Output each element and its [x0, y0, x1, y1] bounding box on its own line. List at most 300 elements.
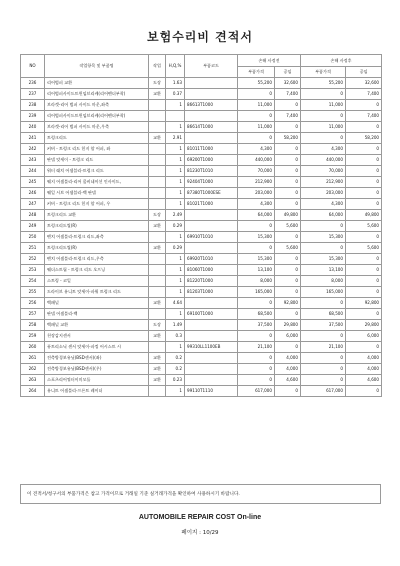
row-before-part-price: 8,000 — [238, 276, 275, 287]
row-after-labor: 0 — [346, 276, 382, 287]
row-code: 69200T1000 — [185, 155, 238, 166]
row-item: 유니트 어셈블리-프론트 레이더 — [45, 386, 149, 397]
header-after: 손해 사정후 — [301, 55, 382, 67]
row-no: 255 — [21, 287, 45, 298]
footer-title: AUTOMOBILE REPAIR COST On-line — [138, 514, 262, 521]
row-before-part-price: 0 — [238, 364, 275, 375]
row-after-labor: 7,400 — [346, 111, 382, 122]
row-hq: 1 — [166, 199, 185, 210]
row-after-labor: 0 — [346, 342, 382, 353]
row-after-labor: 0 — [346, 265, 382, 276]
row-after-labor: 7,400 — [346, 89, 382, 100]
row-hq: 1 — [166, 100, 185, 111]
row-after-part-price: 0 — [301, 364, 346, 375]
row-work — [149, 276, 166, 287]
row-no: 257 — [21, 309, 45, 320]
table-row — [21, 331, 382, 342]
row-after-part-price: 55,200 — [301, 78, 346, 89]
header-after-part-price: 부품가격 — [301, 67, 346, 78]
table-row — [21, 342, 382, 353]
table-row — [21, 265, 382, 276]
row-before-labor: 0 — [275, 276, 301, 287]
table-row — [21, 375, 382, 386]
table-row — [21, 287, 382, 298]
row-item: 리어범퍼사이드트윈임브리케(리어펜더부착) — [45, 89, 149, 100]
row-hq: 1 — [166, 309, 185, 320]
table-row — [21, 199, 382, 210]
header-no: NO — [21, 55, 45, 78]
row-item: 천장감지센서 — [45, 331, 149, 342]
row-hq: 1 — [166, 254, 185, 265]
row-work — [149, 100, 166, 111]
row-before-labor: 0 — [275, 144, 301, 155]
row-before-part-price: 0 — [238, 298, 275, 309]
row-no: 251 — [21, 243, 45, 254]
row-after-labor: 0 — [346, 287, 382, 298]
row-after-part-price: 0 — [301, 375, 346, 386]
header-hq: H,Q,% — [166, 55, 185, 78]
table-row — [21, 111, 382, 122]
row-no: 244 — [21, 166, 45, 177]
row-after-part-price: 8,000 — [301, 276, 346, 287]
row-before-part-price: 11,000 — [238, 122, 275, 133]
row-after-part-price: 212,900 — [301, 177, 346, 188]
row-before-labor: 32,600 — [275, 78, 301, 89]
row-before-part-price: 64,000 — [238, 210, 275, 221]
row-after-labor: 0 — [346, 232, 382, 243]
row-code — [185, 78, 238, 89]
row-after-part-price: 617,000 — [301, 386, 346, 397]
row-no: 264 — [21, 386, 45, 397]
row-after-labor: 0 — [346, 122, 382, 133]
row-code — [185, 111, 238, 122]
row-after-labor: 4,600 — [346, 375, 382, 386]
row-no: 248 — [21, 210, 45, 221]
header-before-part-price: 부품가격 — [238, 67, 275, 78]
estimate-table — [20, 54, 382, 397]
row-no: 259 — [21, 331, 45, 342]
row-after-labor: 4,000 — [346, 364, 382, 375]
row-work — [149, 122, 166, 133]
row-before-part-price: 4,300 — [238, 144, 275, 155]
row-hq: 0.23 — [166, 375, 185, 386]
row-before-labor: 49,800 — [275, 210, 301, 221]
table-row — [21, 320, 382, 331]
row-hq: 1 — [166, 166, 185, 177]
row-item: 전측방경보유닛(BSD센서)(우) — [45, 364, 149, 375]
row-after-part-price: 440,000 — [301, 155, 346, 166]
row-hq — [166, 111, 185, 122]
row-code: 87380T1000ESE — [185, 188, 238, 199]
row-after-labor: 0 — [346, 386, 382, 397]
row-after-labor: 0 — [346, 144, 382, 155]
row-before-part-price: 0 — [238, 221, 275, 232]
row-work: 교환 — [149, 375, 166, 386]
row-work — [149, 254, 166, 265]
row-hq: 2.49 — [166, 210, 185, 221]
row-item: 워터 래치 어셈블리-트렁크 리드 — [45, 166, 149, 177]
row-before-part-price: 0 — [238, 243, 275, 254]
row-before-labor: 7,400 — [275, 111, 301, 122]
table-row — [21, 298, 382, 309]
row-hq: 1.49 — [166, 320, 185, 331]
row-after-part-price: 0 — [301, 89, 346, 100]
row-code: 99310LL1100EB — [185, 342, 238, 353]
row-code — [185, 364, 238, 375]
row-code — [185, 298, 238, 309]
row-work — [149, 188, 166, 199]
page-title: 보험수리비 견적서 — [147, 30, 253, 44]
row-before-labor: 6,000 — [275, 331, 301, 342]
row-after-labor: 0 — [346, 177, 382, 188]
row-hq: 1 — [166, 287, 185, 298]
row-code: 69920T1010 — [185, 254, 238, 265]
row-before-part-price: 0 — [238, 353, 275, 364]
table-row — [21, 155, 382, 166]
row-code: 81230T1010 — [185, 166, 238, 177]
row-code: 86614T1000 — [185, 122, 238, 133]
table-row — [21, 144, 382, 155]
row-item: 트렁크리드 — [45, 133, 149, 144]
row-after-part-price: 13,100 — [301, 265, 346, 276]
row-work — [149, 155, 166, 166]
table-row — [21, 276, 382, 287]
table-row — [21, 100, 382, 111]
row-work — [149, 166, 166, 177]
row-work: 도장 — [149, 210, 166, 221]
table-row — [21, 122, 382, 133]
row-no: 237 — [21, 89, 45, 100]
table-row — [21, 386, 382, 397]
row-code — [185, 331, 238, 342]
row-after-part-price: 11,000 — [301, 122, 346, 133]
row-item: 드라이브 유니트 앗세이-파워 트렁크 리드 — [45, 287, 149, 298]
row-after-labor: 6,000 — [346, 331, 382, 342]
row-no: 261 — [21, 353, 45, 364]
row-before-labor: 0 — [275, 122, 301, 133]
table-row — [21, 254, 382, 265]
row-no: 254 — [21, 276, 45, 287]
row-code: 99110T1110 — [185, 386, 238, 397]
table-row — [21, 89, 382, 100]
row-work — [149, 177, 166, 188]
row-code: 92404T1000 — [185, 177, 238, 188]
row-after-labor: 5,600 — [346, 221, 382, 232]
row-before-part-price: 203,000 — [238, 188, 275, 199]
row-before-labor: 0 — [275, 265, 301, 276]
header-before: 손해 사정전 — [238, 55, 301, 67]
row-before-labor: 5,600 — [275, 221, 301, 232]
row-work: 교환 — [149, 364, 166, 375]
row-after-labor: 32,600 — [346, 78, 382, 89]
row-hq: 1 — [166, 386, 185, 397]
row-item: 백패널 — [45, 298, 149, 309]
row-item: 커버 - 트렁크 리드 힌지 암 어퍼, 우 — [45, 199, 149, 210]
table-header — [21, 55, 382, 78]
row-after-labor: 0 — [346, 199, 382, 210]
row-before-part-price: 21,100 — [238, 342, 275, 353]
row-before-labor: 0 — [275, 342, 301, 353]
row-before-labor: 0 — [275, 199, 301, 210]
row-before-part-price: 15,300 — [238, 254, 275, 265]
row-no: 247 — [21, 199, 45, 210]
row-work — [149, 309, 166, 320]
row-work — [149, 199, 166, 210]
header-work: 작업 — [149, 55, 166, 78]
row-before-part-price: 13,100 — [238, 265, 275, 276]
row-after-part-price: 165,000 — [301, 287, 346, 298]
row-before-part-price: 165,000 — [238, 287, 275, 298]
row-no: 253 — [21, 265, 45, 276]
row-work — [149, 144, 166, 155]
row-item: 웨더스트립 - 트렁크 리드 오프닝 — [45, 265, 149, 276]
row-code: 81220T1000 — [185, 276, 238, 287]
row-code: 81203T1000 — [185, 287, 238, 298]
row-hq: 1 — [166, 232, 185, 243]
row-before-part-price: 0 — [238, 331, 275, 342]
price-notice: 이 견적서/청구서의 부품가격은 참고 가격이므로 거래일 기준 실거래가격을 확인하여 사용하시기 바랍니다. — [20, 484, 381, 504]
row-before-labor: 0 — [275, 100, 301, 111]
row-before-labor: 4,000 — [275, 353, 301, 364]
row-before-labor: 4,000 — [275, 364, 301, 375]
row-code — [185, 243, 238, 254]
row-work — [149, 265, 166, 276]
row-item: 백패널 교환 — [45, 320, 149, 331]
header-item: 작업항목 및 부품명 — [45, 55, 149, 78]
row-after-part-price: 15,300 — [301, 254, 346, 265]
row-code — [185, 133, 238, 144]
row-no: 236 — [21, 78, 45, 89]
estimate-table-container — [20, 54, 381, 397]
row-no: 250 — [21, 232, 45, 243]
row-before-labor: 0 — [275, 177, 301, 188]
row-hq: 1 — [166, 177, 185, 188]
table-row — [21, 232, 382, 243]
row-code: 81060T1000 — [185, 265, 238, 276]
row-after-part-price: 0 — [301, 243, 346, 254]
row-work: 교환 — [149, 221, 166, 232]
row-item: 트렁크리드 교환 — [45, 210, 149, 221]
row-after-labor: 0 — [346, 309, 382, 320]
row-after-labor: 58,200 — [346, 133, 382, 144]
row-before-part-price: 0 — [238, 375, 275, 386]
row-after-labor: 0 — [346, 166, 382, 177]
row-item: 전측방경보유닛(BSD센서)(좌) — [45, 353, 149, 364]
row-item: 펜치 어셈블리-트렁크 리드,우측 — [45, 254, 149, 265]
row-before-labor: 0 — [275, 386, 301, 397]
row-work: 교환 — [149, 89, 166, 100]
row-work — [149, 232, 166, 243]
row-item: 웨지 어셈블리-리어 콤비네이션 인사이드, — [45, 177, 149, 188]
table-row — [21, 188, 382, 199]
table-row — [21, 78, 382, 89]
row-before-labor: 58,200 — [275, 133, 301, 144]
row-hq: 0.2 — [166, 353, 185, 364]
row-before-part-price: 70,000 — [238, 166, 275, 177]
row-before-labor: 7,400 — [275, 89, 301, 100]
row-code: 81011T1000 — [185, 144, 238, 155]
table-row — [21, 210, 382, 221]
row-item: 펜치 어셈블리-트렁크 리드,좌측 — [45, 232, 149, 243]
row-after-labor: 29,800 — [346, 320, 382, 331]
row-code — [185, 221, 238, 232]
row-no: 249 — [21, 221, 45, 232]
row-before-part-price: 212,900 — [238, 177, 275, 188]
table-body — [21, 78, 382, 397]
row-after-labor: 0 — [346, 188, 382, 199]
row-hq: 1 — [166, 276, 185, 287]
row-no: 258 — [21, 320, 45, 331]
row-before-part-price: 0 — [238, 133, 275, 144]
row-item: 트렁크리드씰(R) — [45, 243, 149, 254]
row-no: 262 — [21, 364, 45, 375]
row-before-labor: 0 — [275, 155, 301, 166]
row-work — [149, 342, 166, 353]
row-work: 교환 — [149, 331, 166, 342]
row-before-labor: 0 — [275, 254, 301, 265]
row-after-labor: 5,600 — [346, 243, 382, 254]
row-hq: 1 — [166, 155, 185, 166]
row-hq: 0.37 — [166, 89, 185, 100]
row-no: 246 — [21, 188, 45, 199]
row-hq: 0.29 — [166, 221, 185, 232]
row-after-part-price: 203,000 — [301, 188, 346, 199]
row-hq: 1 — [166, 342, 185, 353]
table-row — [21, 166, 382, 177]
table-row — [21, 364, 382, 375]
row-after-labor: 0 — [346, 155, 382, 166]
row-work — [149, 287, 166, 298]
row-before-labor: 29,800 — [275, 320, 301, 331]
row-before-labor: 0 — [275, 232, 301, 243]
row-item: 리어범퍼 교환 — [45, 78, 149, 89]
row-after-part-price: 11,000 — [301, 100, 346, 111]
row-code — [185, 353, 238, 364]
page-number: 페이지 : 10/29 — [181, 530, 219, 536]
row-no: 242 — [21, 144, 45, 155]
row-work: 교환 — [149, 353, 166, 364]
row-after-labor: 49,800 — [346, 210, 382, 221]
row-hq: 1.63 — [166, 78, 185, 89]
row-after-part-price: 68,500 — [301, 309, 346, 320]
row-hq: 0.2 — [166, 364, 185, 375]
row-hq: 1 — [166, 188, 185, 199]
row-no: 245 — [21, 177, 45, 188]
row-before-labor: 5,600 — [275, 243, 301, 254]
table-row — [21, 309, 382, 320]
row-item: 브라켓-리어 범퍼 사이드 마운,우측 — [45, 122, 149, 133]
row-item: 스포츠리어쿼터이미모듈 — [45, 375, 149, 386]
row-after-part-price: 0 — [301, 353, 346, 364]
row-before-part-price: 0 — [238, 111, 275, 122]
row-work: 교환 — [149, 298, 166, 309]
row-after-labor: 92,800 — [346, 298, 382, 309]
row-after-part-price: 0 — [301, 221, 346, 232]
row-work — [149, 111, 166, 122]
row-before-labor: 0 — [275, 309, 301, 320]
row-after-part-price: 0 — [301, 133, 346, 144]
row-after-part-price: 70,000 — [301, 166, 346, 177]
row-code: 69910T1010 — [185, 232, 238, 243]
table-row — [21, 133, 382, 144]
header-after-labor: 공임 — [346, 67, 382, 78]
row-hq: 0.29 — [166, 243, 185, 254]
row-after-part-price: 4,300 — [301, 144, 346, 155]
row-before-part-price: 4,300 — [238, 199, 275, 210]
row-item: 퓨트리소닉 센서 앗세이-파킹 어시스트 시 — [45, 342, 149, 353]
row-hq: 1 — [166, 122, 185, 133]
row-code — [185, 375, 238, 386]
row-work: 교환 — [149, 243, 166, 254]
row-hq: 4.64 — [166, 298, 185, 309]
row-before-part-price: 440,000 — [238, 155, 275, 166]
row-no: 252 — [21, 254, 45, 265]
header-code: 부품코드 — [185, 55, 238, 78]
row-before-part-price: 15,300 — [238, 232, 275, 243]
row-no: 240 — [21, 122, 45, 133]
row-work: 도장 — [149, 78, 166, 89]
row-work: 도장 — [149, 320, 166, 331]
row-code: 69100T1000 — [185, 309, 238, 320]
row-before-part-price: 617,000 — [238, 386, 275, 397]
row-hq: 1 — [166, 144, 185, 155]
row-hq: 2.91 — [166, 133, 185, 144]
row-before-part-price: 0 — [238, 89, 275, 100]
row-before-labor: 0 — [275, 188, 301, 199]
row-hq: 0.3 — [166, 331, 185, 342]
row-before-part-price: 37,500 — [238, 320, 275, 331]
row-no: 260 — [21, 342, 45, 353]
row-after-part-price: 15,300 — [301, 232, 346, 243]
row-no: 243 — [21, 155, 45, 166]
row-before-labor: 92,800 — [275, 298, 301, 309]
row-after-part-price: 64,000 — [301, 210, 346, 221]
row-item: 브라켓-리어 범퍼 사이드 마운,좌측 — [45, 100, 149, 111]
row-before-part-price: 68,500 — [238, 309, 275, 320]
row-no: 241 — [21, 133, 45, 144]
row-item: 트렁크리드씰(R) — [45, 221, 149, 232]
row-after-part-price: 4,300 — [301, 199, 346, 210]
table-row — [21, 221, 382, 232]
row-before-part-price: 55,200 — [238, 78, 275, 89]
row-no: 239 — [21, 111, 45, 122]
row-before-labor: 0 — [275, 166, 301, 177]
row-no: 263 — [21, 375, 45, 386]
row-item: 웨일 시브 어셈블리-백 판넬 — [45, 188, 149, 199]
row-code: 86613T1000 — [185, 100, 238, 111]
row-code — [185, 210, 238, 221]
row-item: 스트링 - 코일 — [45, 276, 149, 287]
row-after-part-price: 0 — [301, 331, 346, 342]
row-item: 리어범퍼사이드트윈임브리케(리어펜더부착) — [45, 111, 149, 122]
row-code — [185, 320, 238, 331]
row-after-labor: 0 — [346, 100, 382, 111]
row-item: 커버 - 트렁크 리드 힌지 암 어퍼, 좌 — [45, 144, 149, 155]
row-hq: 1 — [166, 265, 185, 276]
row-no: 238 — [21, 100, 45, 111]
table-row — [21, 177, 382, 188]
row-work — [149, 386, 166, 397]
row-before-labor: 0 — [275, 287, 301, 298]
row-after-labor: 0 — [346, 254, 382, 265]
row-no: 256 — [21, 298, 45, 309]
header-before-labor: 공임 — [275, 67, 301, 78]
row-before-part-price: 11,000 — [238, 100, 275, 111]
row-after-part-price: 0 — [301, 298, 346, 309]
row-after-part-price: 0 — [301, 111, 346, 122]
row-work: 교환 — [149, 133, 166, 144]
row-before-labor: 4,600 — [275, 375, 301, 386]
